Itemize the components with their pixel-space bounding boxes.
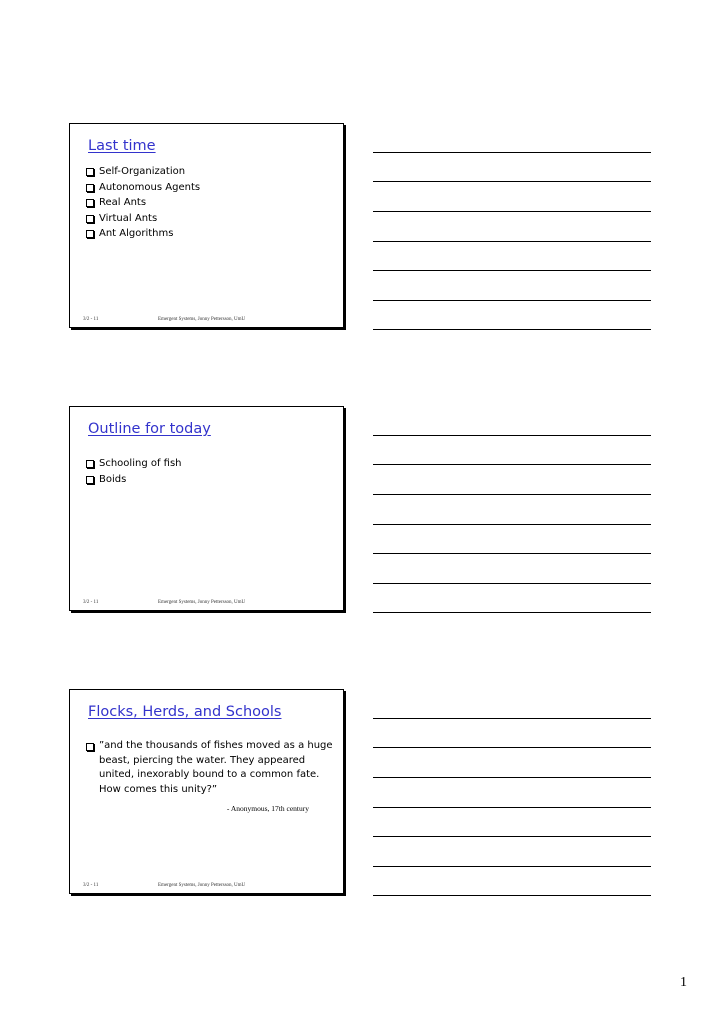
note-line: [373, 747, 651, 748]
note-line: [373, 270, 651, 271]
note-line: [373, 553, 651, 554]
note-line: [373, 241, 651, 242]
bullet-text: Real Ants: [99, 197, 147, 208]
note-line: [373, 583, 651, 584]
bullet-item: [85, 472, 333, 488]
note-line: [373, 494, 651, 495]
note-line: [373, 435, 651, 436]
quote-text: ”and the thousands of fishes moved as a huge beast, piercing the water. They appeared united, inexorably bound to a common fate. How comes this unity?”: [99, 740, 333, 795]
bullet-list: [85, 739, 333, 797]
slide-footer-text: Emergent Systems, Jonny Pettersson, UmU: [158, 883, 246, 888]
bullet-text: Self-Organization: [99, 166, 186, 177]
note-line: [373, 866, 651, 867]
note-line: [373, 181, 651, 182]
square-box-icon: [86, 460, 94, 468]
bullet-text: Autonomous Agents: [99, 181, 201, 193]
note-line: [373, 777, 651, 778]
bullet-item: [85, 456, 333, 472]
slide-footer-text: Emergent Systems, Jonny Pettersson, UmU: [158, 600, 246, 605]
slide-footer-date: 3/2 - 11: [83, 883, 99, 888]
slide-footer-date: 3/2 - 11: [83, 317, 99, 322]
square-box-icon: [86, 743, 94, 751]
page-number: 1: [680, 975, 687, 990]
note-line: [373, 464, 651, 465]
bullet-text: Schooling of fish: [99, 458, 182, 469]
slide-title: Last time: [88, 138, 156, 154]
slide-title: Flocks, Herds, and Schools: [88, 704, 282, 720]
bullet-item: [85, 195, 333, 211]
note-line: [373, 300, 651, 301]
slide-3: [69, 689, 344, 894]
note-line: [373, 152, 651, 153]
square-box-icon: [86, 199, 94, 207]
note-line: [373, 836, 651, 837]
bullet-item: [85, 211, 333, 227]
bullet-item: [85, 739, 333, 797]
bullet-list: [85, 164, 333, 242]
slide-footer-text: Emergent Systems, Jonny Pettersson, UmU: [158, 317, 246, 322]
bullet-text: Virtual Ants: [99, 212, 158, 224]
bullet-item: [85, 180, 333, 196]
slide-1: [69, 123, 344, 328]
note-line: [373, 329, 651, 330]
quote-attribution: - Anonymous, 17th century: [226, 804, 309, 813]
note-line: [373, 524, 651, 525]
note-line: [373, 807, 651, 808]
bullet-text: Boids: [99, 473, 127, 485]
note-line: [373, 612, 651, 613]
square-box-icon: [86, 476, 94, 484]
square-box-icon: [86, 184, 94, 192]
slide-footer-date: 3/2 - 11: [83, 600, 99, 605]
note-line: [373, 211, 651, 212]
bullet-item: [85, 226, 333, 242]
square-box-icon: [86, 215, 94, 223]
note-line: [373, 895, 651, 896]
bullet-item: [85, 164, 333, 180]
note-line: [373, 718, 651, 719]
square-box-icon: [86, 230, 94, 238]
slide-2: [69, 406, 344, 611]
bullet-text: Ant Algorithms: [99, 228, 174, 239]
bullet-list: [85, 456, 333, 487]
slide-title: Outline for today: [88, 421, 211, 437]
square-box-icon: [86, 168, 94, 176]
